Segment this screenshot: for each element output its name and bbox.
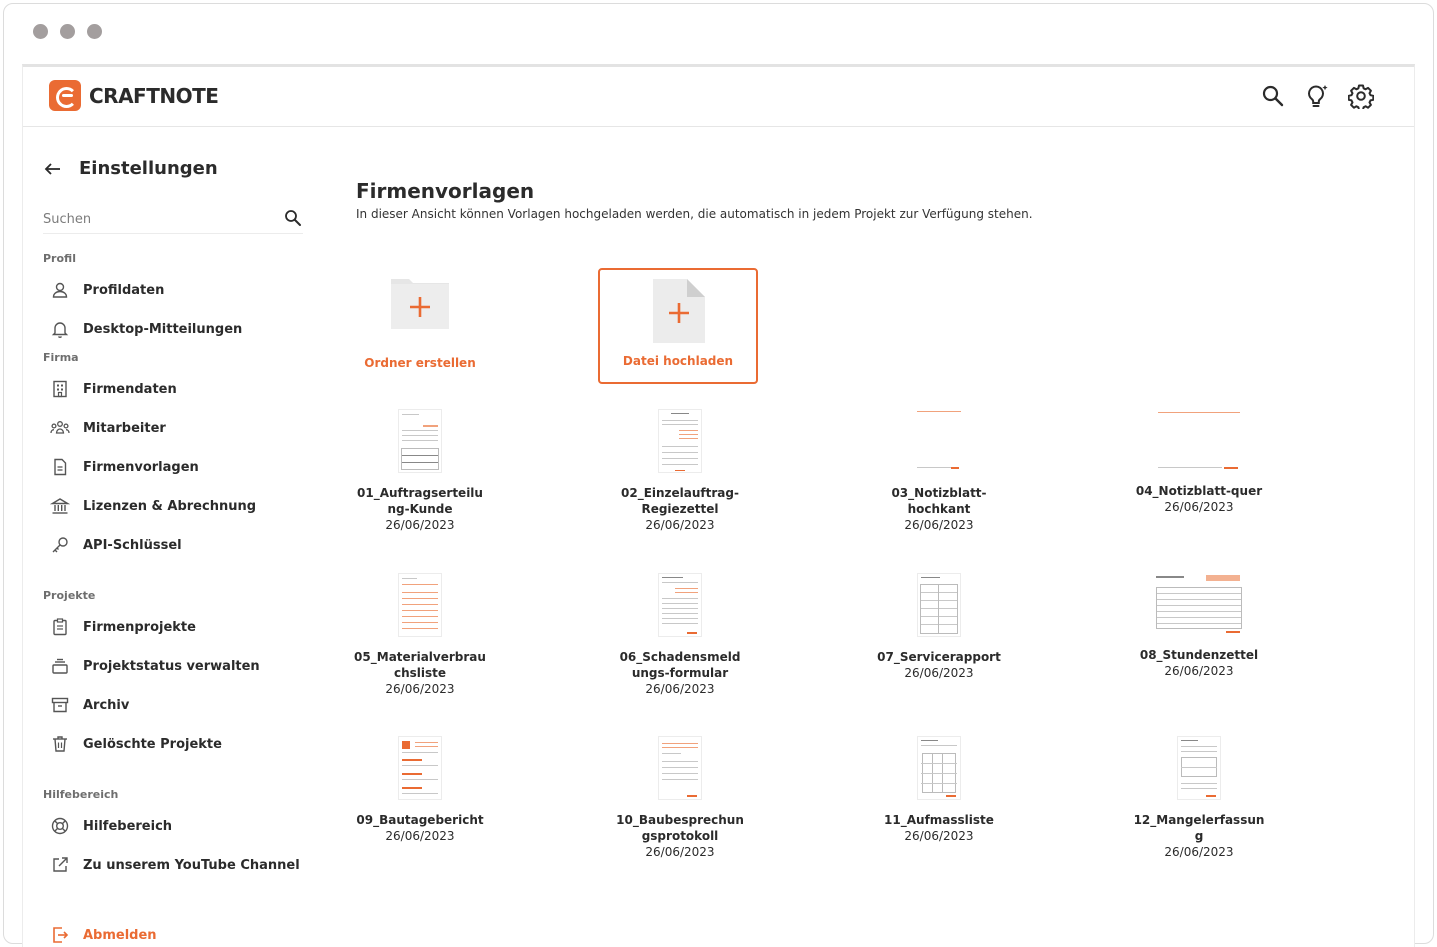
file-date: 26/06/2023	[904, 518, 974, 532]
archive-icon	[49, 694, 71, 716]
upload-file-label: Datei hochladen	[622, 354, 734, 368]
file-thumbnail	[917, 736, 961, 800]
brand-logo[interactable]	[49, 80, 218, 111]
file-item[interactable]	[1119, 736, 1279, 860]
arrow-left-icon[interactable]	[43, 159, 63, 179]
building-icon	[49, 378, 71, 400]
sidebar-item-label: Profildaten	[83, 282, 165, 298]
file-item[interactable]	[859, 573, 1019, 681]
create-folder-button[interactable]	[340, 268, 500, 384]
sidebar-item-label: Lizenzen & Abrechnung	[83, 498, 257, 514]
settings-sidebar	[23, 128, 323, 947]
sidebar-item-label: Firmenvorlagen	[83, 459, 199, 475]
file-item[interactable]	[340, 736, 500, 844]
file-name: 04_Notizblatt-quer	[1135, 484, 1263, 498]
file-name: 02_Einzelauftrag- Regiezettel	[621, 486, 739, 516]
sidebar-item-youtube[interactable]	[49, 852, 300, 878]
file-thumbnail	[398, 573, 442, 637]
sidebar-item-label: Desktop-Mitteilungen	[83, 321, 243, 337]
sidebar-header	[43, 158, 218, 179]
sidebar-item-mitarbeiter[interactable]	[49, 415, 166, 441]
file-thumbnail	[658, 409, 702, 473]
file-date: 26/06/2023	[1164, 845, 1234, 859]
file-name: 08_Stundenzettel	[1139, 648, 1259, 662]
sidebar-item-desktop-mitteilungen[interactable]	[49, 316, 242, 342]
file-date: 26/06/2023	[904, 829, 974, 843]
file-plus-icon	[651, 277, 707, 345]
file-item[interactable]	[600, 736, 760, 860]
sidebar-search	[43, 208, 303, 234]
sidebar-search-input[interactable]	[43, 209, 263, 231]
sidebar-item-profildaten[interactable]	[49, 277, 164, 303]
window-controls	[33, 24, 102, 39]
file-thumbnail	[1177, 736, 1221, 800]
bell-icon	[49, 318, 71, 340]
file-thumbnail	[398, 736, 442, 800]
file-name: 11_Aufmassliste	[884, 813, 994, 827]
window-close-dot[interactable]	[33, 24, 48, 39]
trash-icon	[49, 733, 71, 755]
key-icon	[49, 534, 71, 556]
sidebar-item-label: Hilfebereich	[83, 818, 173, 834]
file-date: 26/06/2023	[385, 829, 455, 843]
sidebar-item-lizenzen[interactable]	[49, 493, 256, 519]
file-item[interactable]	[340, 409, 500, 533]
sidebar-item-hilfebereich[interactable]	[49, 813, 172, 839]
create-folder-label: Ordner erstellen	[364, 356, 476, 370]
file-thumbnail	[1154, 573, 1244, 635]
bank-icon	[49, 495, 71, 517]
file-name: 01_Auftragserteilu ng-Kunde	[357, 486, 483, 516]
gear-icon[interactable]	[1348, 83, 1374, 109]
sidebar-item-abmelden[interactable]	[49, 922, 157, 947]
file-name: 03_Notizblatt- hochkant	[891, 486, 987, 516]
page-subtitle: In dieser Ansicht können Vorlagen hochgeladen werden, die automatisch in jedem Projekt zur Verfügung stehen.	[356, 207, 1033, 221]
section-label-firma: Firma	[43, 351, 79, 364]
search-icon[interactable]	[283, 208, 303, 228]
lightbulb-icon[interactable]	[1304, 83, 1330, 109]
section-label-profil: Profil	[43, 252, 76, 265]
file-date: 26/06/2023	[385, 682, 455, 696]
brand-name: CRAFTNOTE	[89, 83, 219, 108]
sidebar-item-firmenvorlagen[interactable]	[49, 454, 199, 480]
folder-plus-icon	[389, 276, 451, 332]
file-name: 07_Servicerapport	[877, 650, 1001, 664]
logout-icon	[49, 924, 71, 946]
sidebar-item-label: API-Schlüssel	[83, 537, 182, 553]
file-date: 26/06/2023	[904, 666, 974, 680]
user-icon	[49, 279, 71, 301]
file-item[interactable]	[1119, 409, 1279, 515]
sidebar-item-geloeschte-projekte[interactable]	[49, 731, 222, 757]
sidebar-item-label: Zu unserem YouTube Channel	[83, 857, 300, 873]
sidebar-item-archiv[interactable]	[49, 692, 129, 718]
file-date: 26/06/2023	[645, 845, 715, 859]
file-date: 26/06/2023	[385, 518, 455, 532]
window-minimize-dot[interactable]	[60, 24, 75, 39]
file-thumbnail	[658, 573, 702, 637]
file-name: 05_Materialverbrau chsliste	[354, 650, 486, 680]
lifebuoy-icon	[49, 815, 71, 837]
section-label-projekte: Projekte	[43, 589, 96, 602]
file-item[interactable]	[859, 736, 1019, 844]
external-link-icon	[49, 854, 71, 876]
sidebar-item-label: Abmelden	[83, 927, 157, 943]
file-name: 12_Mangelerfassun g	[1133, 813, 1265, 843]
file-date: 26/06/2023	[1164, 664, 1234, 678]
file-item[interactable]	[1119, 573, 1279, 679]
file-thumbnail	[398, 409, 442, 473]
file-name: 09_Bautagebericht	[356, 813, 484, 827]
sidebar-item-firmenprojekte[interactable]	[49, 614, 196, 640]
document-icon	[49, 456, 71, 478]
team-icon	[49, 417, 71, 439]
file-item[interactable]	[859, 409, 1019, 533]
sidebar-item-label: Archiv	[83, 697, 130, 713]
file-item[interactable]	[600, 573, 760, 697]
sidebar-item-label: Firmenprojekte	[83, 619, 196, 635]
file-item[interactable]	[340, 573, 500, 697]
sidebar-item-label: Firmendaten	[83, 381, 177, 397]
topbar-actions	[1260, 83, 1374, 109]
stack-icon	[49, 655, 71, 677]
file-name: 06_Schadensmeld ungs-formular	[619, 650, 741, 680]
sidebar-title: Einstellungen	[79, 158, 218, 179]
craftnote-logo-icon	[49, 80, 81, 111]
section-label-hilfebereich: Hilfebereich	[43, 788, 119, 801]
file-date: 26/06/2023	[645, 518, 715, 532]
main-content	[356, 128, 1396, 947]
topbar	[23, 67, 1414, 127]
app-container	[22, 64, 1415, 947]
sidebar-item-api-schluessel[interactable]	[49, 532, 182, 558]
clipboard-icon	[49, 616, 71, 638]
search-icon[interactable]	[1260, 83, 1286, 109]
file-name: 10_Baubesprechun gsprotokoll	[616, 813, 744, 843]
file-thumbnail	[1154, 409, 1244, 471]
file-date: 26/06/2023	[1164, 500, 1234, 514]
upload-file-button[interactable]	[598, 268, 758, 384]
file-thumbnail	[658, 736, 702, 800]
file-thumbnail	[917, 409, 961, 473]
sidebar-item-projektstatus[interactable]	[49, 653, 260, 679]
sidebar-item-label: Gelöschte Projekte	[83, 736, 222, 752]
sidebar-item-label: Mitarbeiter	[83, 420, 166, 436]
page-title: Firmenvorlagen	[356, 179, 535, 203]
file-item[interactable]	[600, 409, 760, 533]
window-maximize-dot[interactable]	[87, 24, 102, 39]
file-date: 26/06/2023	[645, 682, 715, 696]
file-thumbnail	[917, 573, 961, 637]
sidebar-item-firmendaten[interactable]	[49, 376, 177, 402]
sidebar-item-label: Projektstatus verwalten	[83, 658, 260, 674]
